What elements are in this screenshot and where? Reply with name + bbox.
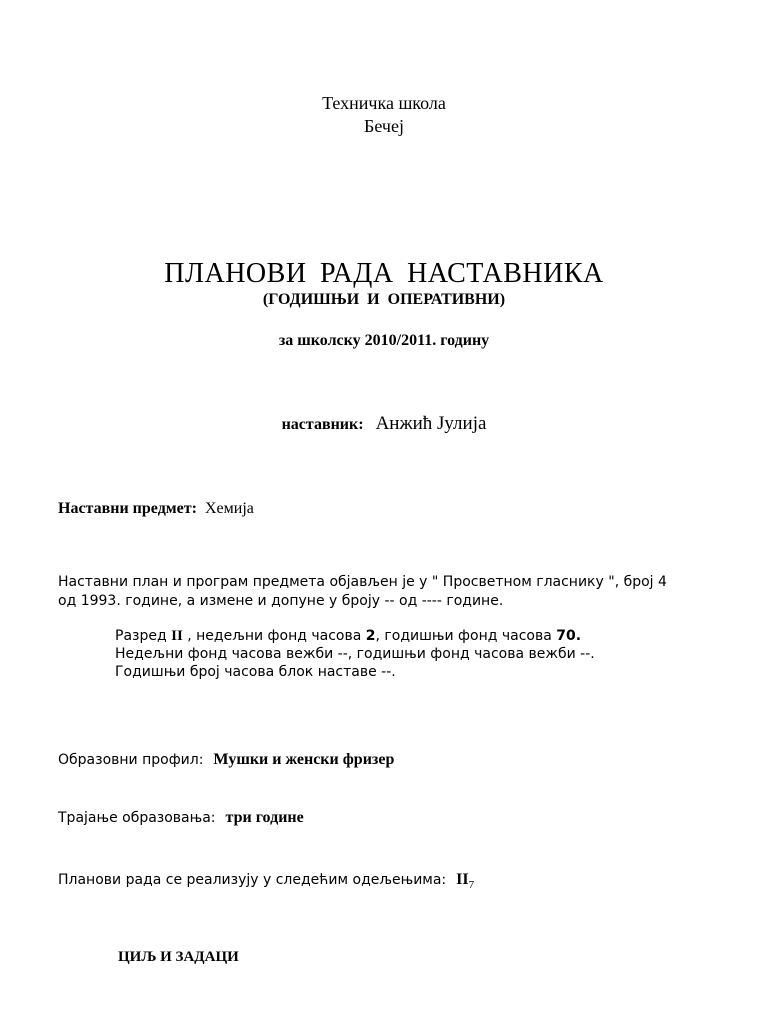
duration-value: три године: [225, 809, 304, 826]
weekly-hours-value: 2: [365, 628, 376, 644]
goals-heading: ЦИЉ И ЗАДАЦИ: [118, 949, 239, 965]
hours-line-1: [115, 627, 581, 646]
grade-label: Разред: [115, 628, 172, 644]
teacher-name: Анжић Јулија: [375, 413, 487, 434]
teacher-row: [0, 413, 768, 435]
classes-value: [456, 871, 475, 891]
profile-value: Мушки и женски фризер: [213, 751, 395, 768]
document-subtitle: (ГОДИШЊИ И ОПЕРАТИВНИ): [262, 291, 506, 308]
school-city: Бечеј: [364, 116, 404, 136]
school-year-suffix: . годину: [432, 332, 490, 349]
plan-info-line-1: Наставни план и програм предмета објављен је у " Просветном гласнику ", број 4: [58, 574, 667, 590]
plan-info-line-2: од 1993. године, а измене и допуне у броју -- од ---- године.: [58, 593, 504, 609]
classes-section: 7: [468, 879, 475, 891]
teacher-label: наставник:: [281, 416, 364, 433]
school-name: Техничка школа: [322, 93, 446, 113]
hours-line-3: Годишњи број часова блок наставе --.: [115, 664, 396, 680]
subject-value: Хемија: [204, 500, 254, 517]
duration-row: [58, 809, 304, 827]
grade-value: II: [171, 628, 183, 644]
document-title: ПЛАНОВИ РАДА НАСТАВНИКА: [164, 258, 604, 289]
classes-grade: II: [456, 871, 469, 888]
school-year-line: [0, 331, 768, 351]
subject-label: Наставни предмет:: [58, 500, 197, 517]
subject-row: [58, 499, 254, 519]
classes-label: Планови рада се реализују у следећим одељењима:: [58, 872, 447, 888]
hours-line-2: Недељни фонд часова вежби --, годишњи фонд часова вежби --.: [115, 646, 595, 662]
school-year-value: 2010/2011: [364, 332, 433, 349]
duration-label: Трајање образовања:: [58, 810, 216, 826]
yearly-label: , годишњи фонд часова: [375, 628, 557, 644]
profile-row: [58, 751, 394, 769]
weekly-label: , недељни фонд часова: [182, 628, 366, 644]
school-year-prefix: за школску: [278, 332, 365, 349]
yearly-hours-value: 70.: [556, 628, 582, 644]
classes-row: [58, 871, 474, 891]
profile-label: Образовни профил:: [58, 752, 204, 768]
